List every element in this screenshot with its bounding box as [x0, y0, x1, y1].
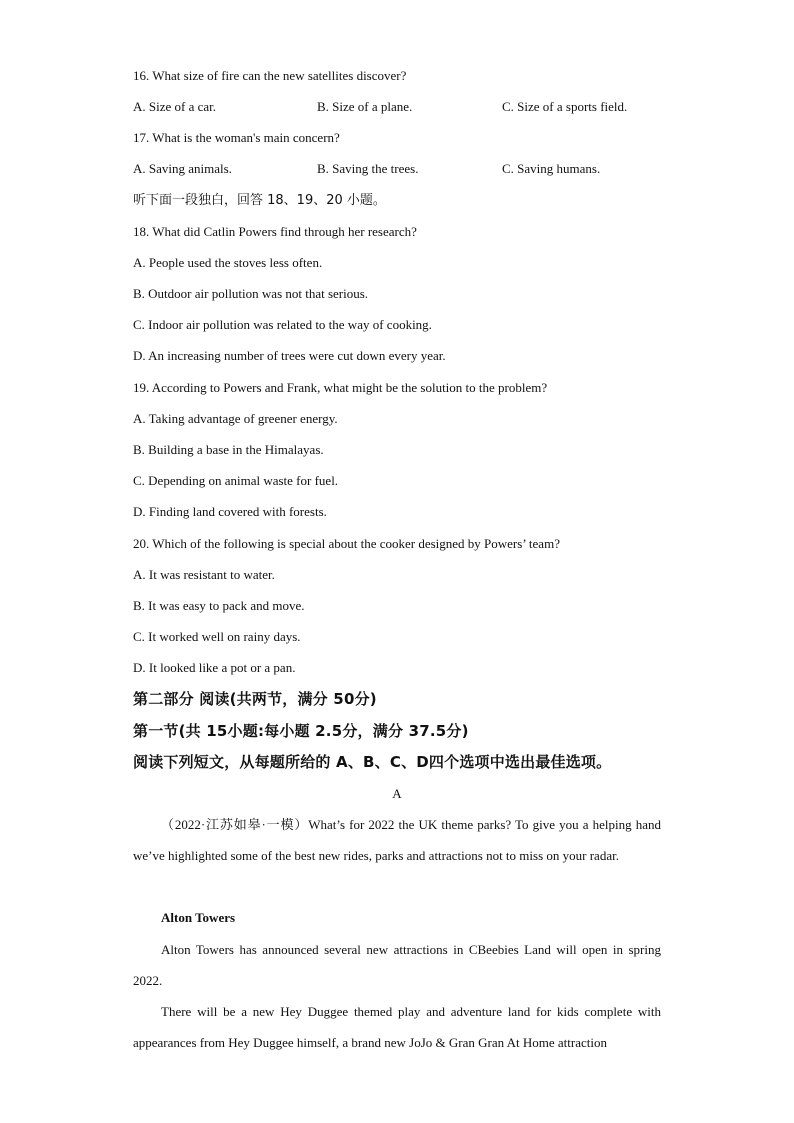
option-b: B. Saving the trees.: [317, 161, 419, 176]
question-19-option-a: A. Taking advantage of greener energy.: [133, 411, 338, 426]
option-a: A. Saving animals.: [133, 161, 232, 176]
question-19-option-c: C. Depending on animal waste for fuel.: [133, 473, 339, 488]
question-16: 16. What size of fire can the new satellites discover?: [133, 68, 407, 83]
passage-paragraph-2: There will be a new Hey Duggee themed play and adventure land for kids complete with appearances from Hey Duggee himself, a brand new JoJo & Gran Gran At Home attraction: [133, 1004, 661, 1050]
question-18: 18. What did Catlin Powers find through her research?: [133, 224, 417, 239]
question-20-option-a: A. It was resistant to water.: [133, 567, 275, 582]
passage-intro: （2022·江苏如皋·一模）What’s for 2022 the UK theme parks? To give you a helping hand we’ve highlighted some of the best new rides, parks and attractions not to miss on your radar.: [133, 817, 661, 863]
option-b: B. Size of a plane.: [317, 99, 413, 114]
question-19-option-d: D. Finding land covered with forests.: [133, 504, 327, 519]
question-20-option-c: C. It worked well on rainy days.: [133, 629, 301, 644]
question-18-option-b: B. Outdoor air pollution was not that serious.: [133, 286, 369, 301]
monologue-instruction: 听下面一段独白，回答 18、19、20 小题。: [133, 193, 386, 208]
question-20-option-b: B. It was easy to pack and move.: [133, 598, 305, 613]
section1-title: 第一节(共 15小题:每小题 2.5分，满分 37.5分): [133, 722, 469, 740]
question-17: 17. What is the woman's main concern?: [133, 130, 340, 145]
reading-instruction: 阅读下列短文，从每题所给的 A、B、C、D四个选项中选出最佳选项。: [133, 753, 612, 771]
question-18-option-a: A. People used the stoves less often.: [133, 255, 323, 270]
question-20-option-d: D. It looked like a pot or a pan.: [133, 660, 296, 675]
passage-heading: Alton Towers: [161, 910, 236, 925]
passage-label: A: [392, 786, 402, 801]
question-20: 20. Which of the following is special about the cooker designed by Powers’ team?: [133, 536, 560, 551]
part2-title: 第二部分 阅读(共两节，满分 50分): [133, 690, 377, 708]
question-19-option-b: B. Building a base in the Himalayas.: [133, 442, 324, 457]
question-19: 19. According to Powers and Frank, what might be the solution to the problem?: [133, 380, 548, 395]
option-c: C. Saving humans.: [502, 161, 601, 176]
question-18-option-d: D. An increasing number of trees were cut down every year.: [133, 348, 446, 363]
option-a: A. Size of a car.: [133, 99, 217, 114]
question-18-option-c: C. Indoor air pollution was related to the way of cooking.: [133, 317, 432, 332]
option-c: C. Size of a sports field.: [502, 99, 628, 114]
passage-paragraph-1: Alton Towers has announced several new attractions in CBeebies Land will open in spring 2022.: [133, 942, 661, 988]
